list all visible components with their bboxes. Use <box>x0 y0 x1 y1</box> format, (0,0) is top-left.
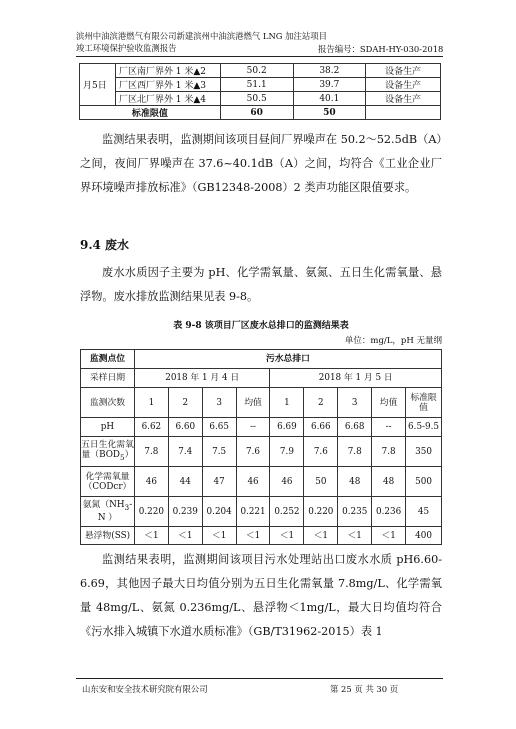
param-name-text: 氨氮（NH <box>82 500 125 511</box>
noise-point-cell: 厂区西厂界外 1 米▲3 <box>115 78 220 92</box>
count-2: 2 <box>304 388 338 418</box>
value-cell: 46 <box>134 467 168 497</box>
value-cell: 7.6 <box>236 437 270 467</box>
noise-date-cell: 月5日 <box>80 64 116 106</box>
value-cell: 7.4 <box>168 437 202 467</box>
header-project-line: 滨州中油滨港燃气有限公司新建滨州中油滨港燃气 LNG 加注站项目 <box>76 31 328 41</box>
value-cell: 6.62 <box>134 418 168 437</box>
header-report-type: 竣工环境保护验收监测报告 <box>76 43 177 53</box>
value-cell: 0.204 <box>202 497 236 527</box>
value-cell: 7.6 <box>304 437 338 467</box>
value-cell: 50 <box>304 467 338 497</box>
count-2: 2 <box>168 388 202 418</box>
table-row <box>80 64 441 78</box>
date-label: 采样日期 <box>81 369 135 388</box>
point-label: 监测点位 <box>81 350 135 369</box>
header-divider <box>76 56 443 57</box>
point-value: 污水总排口 <box>134 350 441 369</box>
value-cell: 0.235 <box>338 497 372 527</box>
noise-source-cell: 设备生产 <box>366 92 441 106</box>
param-name: 化学需氧量（CODcr） <box>81 467 135 497</box>
count-1: 1 <box>134 388 168 418</box>
value-cell: 0.252 <box>270 497 304 527</box>
table-row <box>80 106 441 120</box>
footer-organization: 山东安和安全技术研究院有限公司 <box>82 684 208 694</box>
section-title: 9.4 废水 <box>80 238 130 252</box>
limit-cell: 45 <box>406 497 442 527</box>
count-avg: 均值 <box>236 388 270 418</box>
value-cell: 44 <box>168 467 202 497</box>
noise-point-cell: 厂区南厂界外 1 米▲2 <box>115 64 220 78</box>
value-cell: 7.8 <box>134 437 168 467</box>
noise-results-table <box>79 63 441 120</box>
count-1: 1 <box>270 388 304 418</box>
value-cell: 6.65 <box>202 418 236 437</box>
value-cell: 7.8 <box>338 437 372 467</box>
param-name <box>81 437 135 467</box>
limit-cell: 6.5-9.5 <box>406 418 442 437</box>
value-cell: 6.69 <box>270 418 304 437</box>
wastewater-intro-paragraph: 废水水质因子主要为 pH、化学需氧量、氨氮、五日生化需氧量、悬浮物。废水排放监测结果见表 9-8。 <box>80 266 442 303</box>
value-cell: 0.220 <box>304 497 338 527</box>
value-cell: 6.68 <box>338 418 372 437</box>
limit-header: 标准限值 <box>406 388 442 418</box>
param-subscript: 3 <box>124 502 130 512</box>
table-row <box>81 497 442 527</box>
value-cell: 0.236 <box>372 497 406 527</box>
value-cell: ＜1 <box>202 527 236 545</box>
value-cell: 0.221 <box>236 497 270 527</box>
param-name: pH <box>81 418 135 437</box>
table-row <box>81 527 442 545</box>
noise-limit-label: 标准限值 <box>80 106 221 120</box>
param-subscript: 5 <box>119 452 125 462</box>
value-cell: ＜1 <box>304 527 338 545</box>
table-row <box>81 388 442 418</box>
limit-cell: 400 <box>406 527 442 545</box>
wastewater-conclusion-paragraph: 监测结果表明，监测期间该项目污水处理站出口废水水质 pH6.60-6.69，其他因子最大日均值分别为五日生化需氧量 7.8mg/L、化学需氧量 48mg/L、氨氮 0.236mg/L、悬浮物＜1mg/L，最大日均值均符合《污水排入城镇下水道水质标准》（GB/T31962-2015）表 1 <box>80 553 442 638</box>
param-name-tail: -N ） <box>97 500 133 523</box>
param-name: 悬浮物(SS) <box>81 527 135 545</box>
noise-night-value: 39.7 <box>293 78 366 92</box>
footer-page-number: 第 25 页 共 30 页 <box>330 684 399 694</box>
value-cell: 6.66 <box>304 418 338 437</box>
table-row <box>81 437 442 467</box>
value-cell: ＜1 <box>338 527 372 545</box>
value-cell: 48 <box>338 467 372 497</box>
value-cell: 0.239 <box>168 497 202 527</box>
table-caption: 表 9-8 该项目厂区废水总排口的监测结果表 <box>173 321 349 331</box>
noise-conclusion-paragraph: 监测结果表明，监测期间该项目昼间厂界噪声在 50.2～52.5dB（A）之间，夜间厂界噪声在 37.6~40.1dB（A）之间，均符合《工业企业厂界环境噪声排放标准》（GB12348-2008）2 类声功能区限值要求。 <box>80 133 442 194</box>
table-row <box>81 467 442 497</box>
limit-cell: 500 <box>406 467 442 497</box>
value-cell: 7.8 <box>372 437 406 467</box>
param-name-tail: ） <box>124 450 134 461</box>
noise-limit-day: 60 <box>220 106 293 120</box>
noise-night-value: 38.2 <box>293 64 366 78</box>
unit-note: 单位：mg/L，pH 无量纲 <box>344 336 442 346</box>
date-day2: 2018 年 1 月 5 日 <box>270 369 442 388</box>
value-cell: 46 <box>270 467 304 497</box>
count-avg: 均值 <box>372 388 406 418</box>
value-cell: ＜1 <box>134 527 168 545</box>
param-name <box>81 497 135 527</box>
value-cell: -- <box>236 418 270 437</box>
noise-source-cell: 设备生产 <box>366 64 441 78</box>
count-3: 3 <box>338 388 372 418</box>
param-name-text: 五日生化需氧量（BOD <box>81 440 134 461</box>
noise-day-value: 50.2 <box>220 64 293 78</box>
value-cell: ＜1 <box>168 527 202 545</box>
noise-day-value: 50.5 <box>220 92 293 106</box>
count-label: 监测次数 <box>81 388 135 418</box>
value-cell: -- <box>372 418 406 437</box>
report-header <box>76 30 327 54</box>
table-row <box>80 92 441 106</box>
noise-limit-empty <box>366 106 441 120</box>
footer-divider <box>76 678 443 679</box>
table-row <box>80 78 441 92</box>
limit-cell: 350 <box>406 437 442 467</box>
value-cell: 7.5 <box>202 437 236 467</box>
value-cell: ＜1 <box>236 527 270 545</box>
value-cell: ＜1 <box>372 527 406 545</box>
table-row <box>81 418 442 437</box>
date-day1: 2018 年 1 月 4 日 <box>134 369 270 388</box>
noise-limit-night: 50 <box>293 106 366 120</box>
value-cell: 46 <box>236 467 270 497</box>
value-cell: 48 <box>372 467 406 497</box>
value-cell: ＜1 <box>270 527 304 545</box>
table-row <box>81 350 442 369</box>
count-3: 3 <box>202 388 236 418</box>
value-cell: 6.60 <box>168 418 202 437</box>
value-cell: 47 <box>202 467 236 497</box>
value-cell: 7.9 <box>270 437 304 467</box>
noise-point-cell: 厂区北厂界外 1 米▲4 <box>115 92 220 106</box>
noise-day-value: 51.1 <box>220 78 293 92</box>
value-cell: 0.220 <box>134 497 168 527</box>
table-row <box>81 369 442 388</box>
wastewater-results-table <box>80 349 442 545</box>
noise-source-cell: 设备生产 <box>366 78 441 92</box>
report-number: 报告编号：SDAH-HY-030-2018 <box>318 44 444 54</box>
noise-night-value: 40.1 <box>293 92 366 106</box>
